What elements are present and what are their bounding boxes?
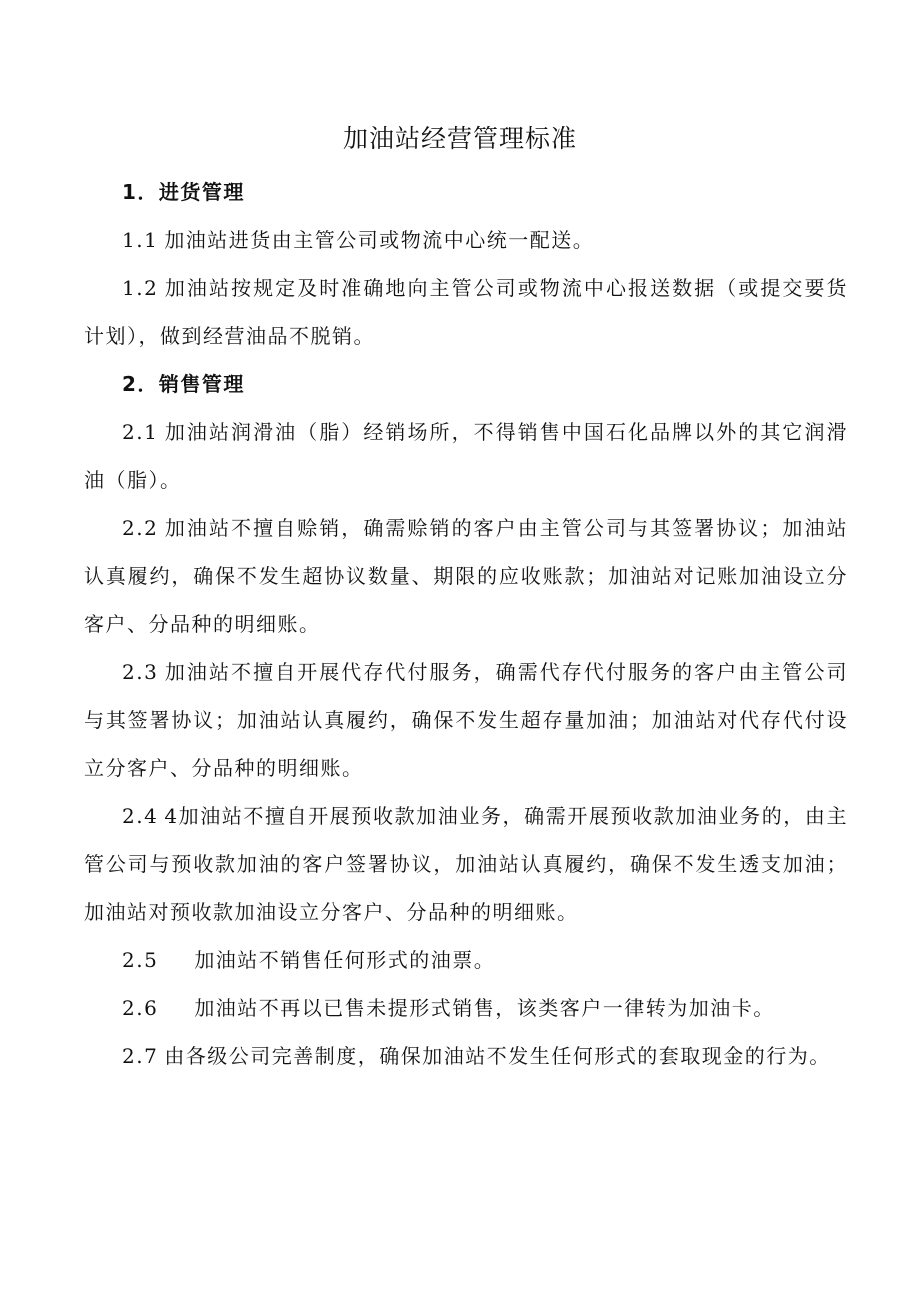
clause-number: 2.5 (122, 948, 159, 972)
paragraph-2-4 (84, 792, 848, 936)
clause-text: 加油站不再以已售未提形式销售，该类客户一律转为加油卡。 (194, 996, 775, 1020)
clause-number: 2.7 (122, 1044, 159, 1068)
clause-text: 由各级公司完善制度，确保加油站不发生任何形式的套取现金的行为。 (164, 1044, 831, 1068)
clause-text: 加油站不擅自开展代存代付服务，确需代存代付服务的客户由主管公司与其签署协议；加油站认真履约，确保不发生超存量加油；加油站对代存代付设立分客户、分品种的明细账。 (84, 660, 848, 780)
paragraph-2-3 (84, 648, 848, 792)
paragraph-2-7 (84, 1032, 848, 1080)
clause-number: 2.2 (122, 516, 159, 540)
paragraph-2-5 (84, 936, 848, 984)
paragraph-2-2 (84, 504, 848, 648)
clause-text: 加油站不擅自赊销，确需赊销的客户由主管公司与其签署协议；加油站认真履约，确保不发生超协议数量、期限的应收账款；加油站对记账加油设立分客户、分品种的明细账。 (84, 516, 848, 636)
section-heading-purchase: 1．进货管理 (122, 180, 245, 204)
clause-text: 4加油站不擅自开展预收款加油业务，确需开展预收款加油业务的，由主管公司与预收款加油的客户签署协议，加油站认真履约，确保不发生透支加油；加油站对预收款加油设立分客户、分品种的明细账。 (84, 804, 848, 924)
clause-number: 1.1 (122, 228, 159, 252)
clause-text: 加油站润滑油（脂）经销场所，不得销售中国石化品牌以外的其它润滑油（脂）。 (84, 420, 848, 492)
document-body (84, 168, 848, 1080)
clause-number: 2.6 (122, 996, 159, 1020)
clause-number: 2.3 (122, 660, 159, 684)
clause-text: 加油站按规定及时准确地向主管公司或物流中心报送数据（或提交要货计划），做到经营油品不脱销。 (84, 276, 848, 348)
clause-text: 加油站进货由主管公司或物流中心统一配送。 (164, 228, 595, 252)
paragraph-2-1 (84, 408, 848, 504)
clause-number: 2.1 (122, 420, 159, 444)
paragraph-1-2 (84, 264, 848, 360)
section-heading-sales: 2．销售管理 (122, 372, 245, 396)
document-title: 加油站经营管理标准 (342, 124, 577, 153)
paragraph-2-6 (84, 984, 848, 1032)
clause-number: 1.2 (122, 276, 159, 300)
paragraph-1-1 (84, 216, 848, 264)
clause-number: 2.4 (122, 804, 159, 828)
clause-text: 加油站不销售任何形式的油票。 (194, 948, 496, 972)
